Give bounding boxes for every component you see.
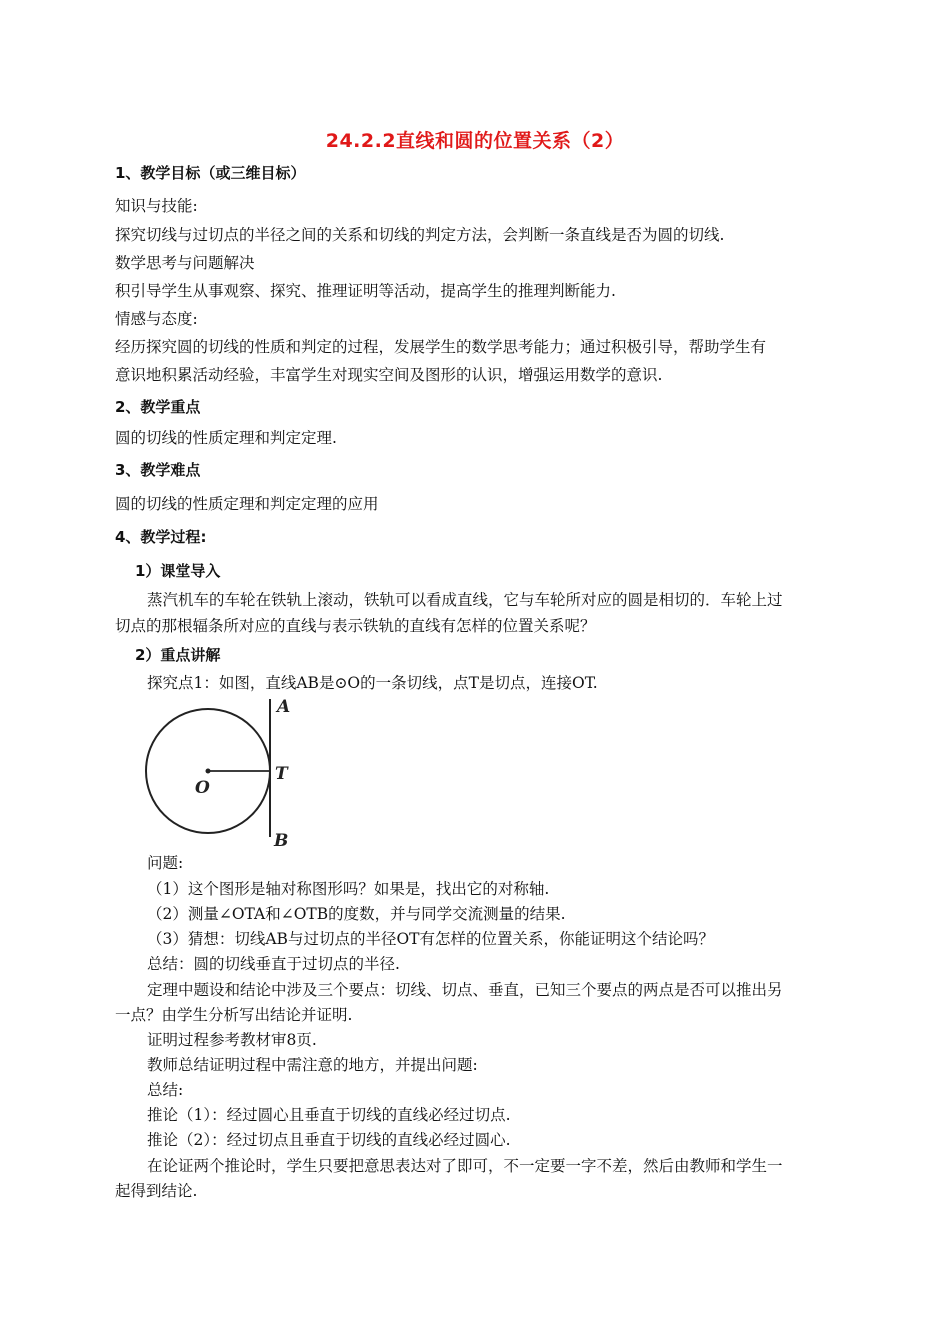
key-points-text: 圆的切线的性质定理和判定定理. — [115, 429, 337, 447]
section-heading-process: 4、教学过程: — [115, 528, 207, 546]
label-b: B — [274, 831, 289, 851]
corollary-1: 推论（1）：经过圆心且垂直于切线的直线必经过切点. — [147, 1106, 511, 1124]
intro-text-2: 切点的那根辐条所对应的直线与表示铁轨的直线有怎样的位置关系呢？ — [115, 617, 596, 635]
teacher-summary: 教师总结证明过程中需注意的地方，并提出问题: — [147, 1056, 478, 1074]
tangent-diagram — [140, 695, 310, 855]
question-label: 问题: — [147, 854, 184, 872]
theorem-text-1: 定理中题设和结论中涉及三个要点：切线、切点、垂直，已知三个要点的两点是否可以推出另 — [147, 981, 783, 999]
emotion-text-1: 经历探究圆的切线的性质和判定的过程，发展学生的数学思考能力；通过积极引导，帮助学生有 — [115, 338, 767, 356]
corollary-2: 推论（2）：经过切点且垂直于切线的直线必经过圆心. — [147, 1131, 511, 1149]
section-heading-objectives: 1、教学目标（或三维目标） — [115, 164, 306, 182]
section-heading-difficulties: 3、教学难点 — [115, 461, 201, 479]
proof-reference: 证明过程参考教材审8页. — [147, 1031, 317, 1049]
emotion-text-2: 意识地积累活动经验，丰富学生对现实空间及图形的认识，增强运用数学的意识. — [115, 366, 663, 384]
intro-text-1: 蒸汽机车的车轮在铁轨上滚动，铁轨可以看成直线，它与车轮所对应的圆是相切的．车轮上过 — [147, 591, 783, 609]
section-heading-key-points: 2、教学重点 — [115, 398, 201, 416]
circle-tangent-figure — [140, 695, 310, 855]
summary-2: 总结: — [147, 1081, 184, 1099]
page-title: 24.2.2直线和圆的位置关系（2） — [325, 130, 625, 152]
explore-point-1: 探究点1：如图，直线AB是⊙O的一条切线，点T是切点，连接OT. — [147, 674, 598, 692]
closing-text-2: 起得到结论. — [115, 1182, 198, 1200]
knowledge-label: 知识与技能: — [115, 197, 198, 215]
theorem-text-2: 一点？由学生分析写出结论并证明. — [115, 1006, 353, 1024]
subheading-explanation: 2）重点讲解 — [135, 646, 221, 664]
knowledge-text: 探究切线与过切点的半径之间的关系和切线的判定方法，会判断一条直线是否为圆的切线. — [115, 226, 725, 244]
question-1: （1）这个图形是轴对称图形吗？如果是，找出它的对称轴. — [147, 880, 550, 898]
center-point — [206, 769, 211, 774]
subheading-intro: 1）课堂导入 — [135, 562, 221, 580]
question-2: （2）测量∠OTA和∠OTB的度数，并与同学交流测量的结果. — [147, 905, 566, 923]
emotion-label: 情感与态度: — [115, 310, 198, 328]
label-o: O — [195, 778, 210, 798]
label-a: A — [277, 697, 291, 717]
difficulties-text: 圆的切线的性质定理和判定定理的应用 — [115, 495, 379, 513]
question-3: （3）猜想：切线AB与过切点的半径OT有怎样的位置关系，你能证明这个结论吗？ — [147, 930, 714, 948]
thinking-text: 积引导学生从事观察、探究、推理证明等活动，提高学生的推理判断能力. — [115, 282, 616, 300]
label-t: T — [275, 764, 288, 784]
closing-text-1: 在论证两个推论时，学生只要把意思表达对了即可，不一定要一字不差，然后由教师和学生一 — [147, 1157, 783, 1175]
summary-1: 总结：圆的切线垂直于过切点的半径. — [147, 955, 400, 973]
thinking-label: 数学思考与问题解决 — [115, 254, 255, 272]
